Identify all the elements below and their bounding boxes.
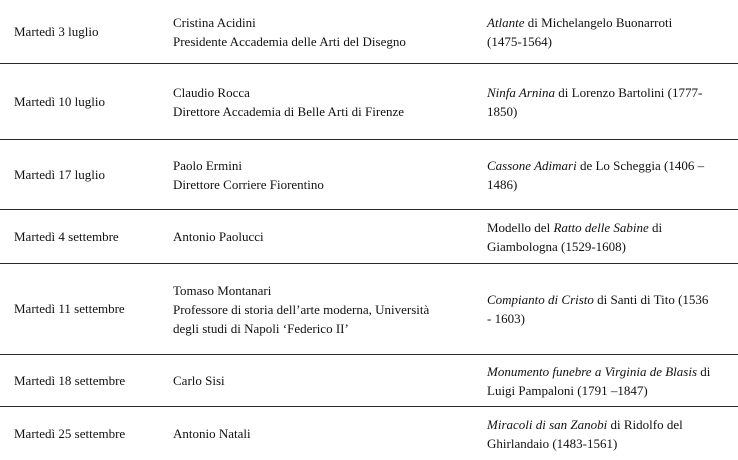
speaker-name: Carlo Sisi — [173, 373, 225, 388]
artwork-text: di — [697, 363, 711, 379]
table-row — [0, 407, 738, 460]
artwork-line — [487, 290, 708, 309]
artwork-line — [487, 237, 662, 256]
artwork-title: Atlante — [487, 14, 525, 30]
speaker-name: Tomaso Montanari — [173, 282, 272, 298]
date-text: Martedì 10 luglio — [14, 93, 105, 109]
date-text: Martedì 11 settembre — [14, 301, 125, 316]
speaker-name: Paolo Ermini — [173, 157, 242, 173]
artwork-title: Ratto delle Sabine — [553, 219, 649, 235]
date-text: Martedì 3 luglio — [14, 23, 99, 39]
artwork-title: Miracoli di san Zanobi — [487, 416, 608, 432]
speaker-cell — [173, 355, 473, 406]
artwork-title: Compianto di Cristo — [487, 292, 594, 307]
speaker-cell — [173, 264, 473, 354]
date-text: Martedì 25 settembre — [14, 425, 126, 441]
artwork-text: di — [648, 219, 663, 235]
artwork-line — [487, 83, 702, 102]
date-cell — [14, 210, 164, 263]
speaker-name: Antonio Paolucci — [173, 229, 264, 244]
artwork-line — [487, 309, 708, 328]
artwork-text: di Michelangelo Buonarroti — [524, 14, 673, 30]
artwork-title: Monumento funebre a Virginia de Blasis — [487, 363, 698, 379]
speaker-name: Antonio Natali — [173, 426, 251, 441]
artwork-line — [487, 102, 702, 121]
artwork-cell — [487, 210, 727, 263]
table-row — [0, 140, 738, 210]
artwork-line — [487, 381, 710, 400]
speaker-cell — [173, 140, 473, 209]
artwork-text: (1475-1564) — [487, 33, 552, 49]
artwork-cell — [487, 264, 727, 354]
date-text: Martedì 17 luglio — [14, 166, 105, 182]
artwork-text: di Ridolfo del — [607, 416, 683, 432]
artwork-text: di Santi di Tito (1536 — [593, 292, 709, 307]
artwork-cell — [487, 140, 727, 209]
date-cell — [14, 140, 164, 209]
speaker-cell — [173, 210, 473, 263]
artwork-line — [487, 156, 704, 175]
speaker-name: Claudio Rocca — [173, 84, 250, 100]
speaker-name: Cristina Acidini — [173, 14, 256, 30]
artwork-cell — [487, 64, 727, 139]
speaker-cell — [173, 0, 473, 63]
artwork-line — [487, 218, 662, 237]
artwork-text: de Lo Scheggia (1406 – — [576, 157, 705, 173]
date-cell — [14, 64, 164, 139]
date-cell — [14, 264, 164, 354]
artwork-cell — [487, 0, 727, 63]
speaker-cell — [173, 407, 473, 460]
table-row — [0, 355, 738, 407]
table-row — [0, 0, 738, 64]
artwork-line — [487, 434, 683, 453]
date-cell — [14, 0, 164, 63]
speaker-role: Professore di storia dell’arte moderna, Università — [173, 301, 430, 317]
artwork-line — [487, 175, 704, 194]
artwork-line — [487, 362, 710, 381]
speaker-role: Direttore Accademia di Belle Arti di Firenze — [173, 103, 405, 119]
artwork-line — [487, 415, 683, 434]
artwork-cell — [487, 407, 727, 460]
speaker-role: Direttore Corriere Fiorentino — [173, 176, 324, 192]
artwork-text: 1486) — [487, 176, 518, 192]
artwork-text: Giambologna (1529-1608) — [487, 238, 627, 254]
date-cell — [14, 407, 164, 460]
artwork-line — [487, 32, 672, 51]
artwork-title: Cassone Adimari — [487, 157, 577, 173]
speaker-cell — [173, 64, 473, 139]
speaker-role: Presidente Accademia delle Arti del Disegno — [173, 33, 406, 49]
artwork-text: Modello del — [487, 219, 554, 235]
table-row — [0, 210, 738, 264]
artwork-title: Ninfa Arnina — [487, 84, 556, 100]
artwork-text: 1850) — [487, 103, 518, 119]
speaker-role: degli studi di Napoli ‘Federico II’ — [173, 320, 349, 336]
date-cell — [14, 355, 164, 406]
artwork-text: - 1603) — [487, 311, 525, 326]
date-text: Martedì 18 settembre — [14, 372, 126, 388]
table-row — [0, 264, 738, 355]
table-row — [0, 64, 738, 140]
date-text: Martedì 4 settembre — [14, 228, 119, 244]
artwork-cell — [487, 355, 727, 406]
artwork-text: Luigi Pampaloni (1791 –1847) — [487, 382, 648, 398]
artwork-line — [487, 13, 672, 32]
artwork-text: Ghirlandaio (1483-1561) — [487, 435, 618, 451]
artwork-text: di Lorenzo Bartolini (1777- — [555, 84, 703, 100]
